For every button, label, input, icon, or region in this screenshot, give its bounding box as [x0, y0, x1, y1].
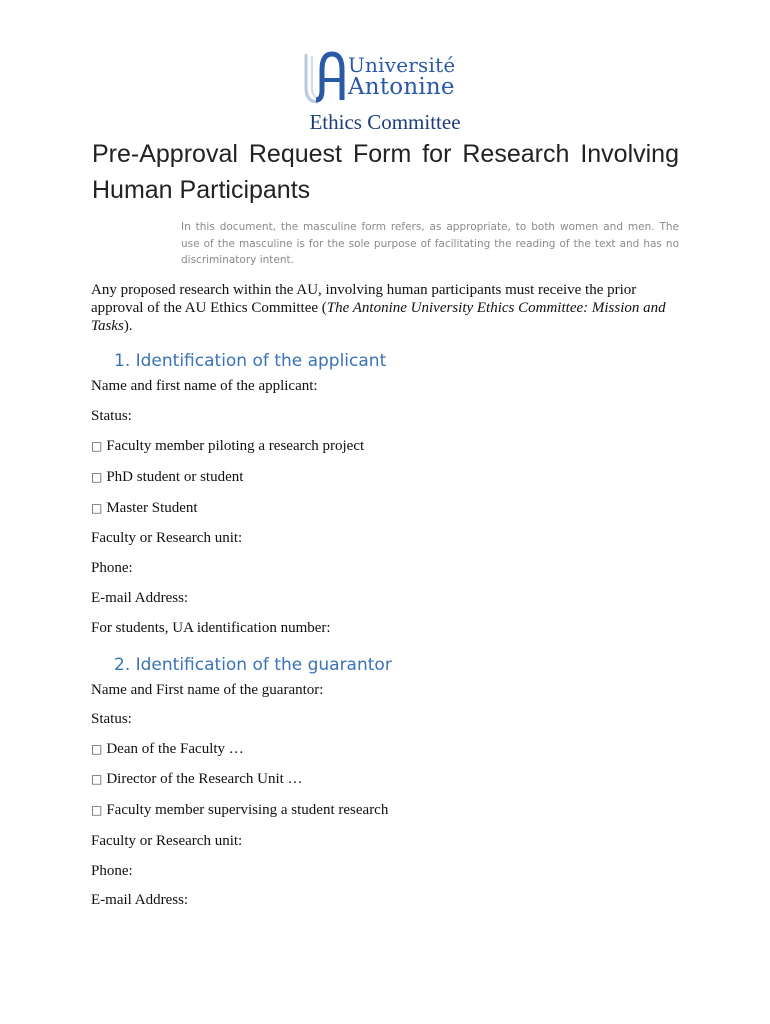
option-label: PhD student or student	[106, 469, 244, 485]
title-word: Pre-Approval	[92, 140, 238, 168]
applicant-name-field[interactable]: Name and first name of the applicant:	[91, 378, 318, 394]
page-title	[92, 136, 679, 208]
logo-wordmark	[348, 54, 455, 98]
applicant-faculty-field[interactable]: Faculty or Research unit:	[91, 530, 243, 546]
guarantor-phone-field[interactable]: Phone:	[91, 863, 133, 879]
title-word: Form	[352, 140, 412, 168]
title-line-2: Human Participants	[92, 176, 311, 204]
logo-line-1: Université	[348, 53, 456, 77]
intro-reference: The Antonine University Ethics Committee: Mission and Tasks	[91, 300, 666, 334]
gender-notice: In this document, the masculine form refers, as appropriate, to both women and men. The use of the masculine is for the sole purpose of facilitating the reading of the text and has no discriminatory intent.	[181, 221, 679, 266]
guarantor-email-field[interactable]: E-mail Address:	[91, 892, 189, 908]
section-heading-guarantor: 2. Identification of the guarantor	[114, 655, 392, 675]
title-word: Research	[462, 140, 570, 168]
option-master-student[interactable]	[91, 500, 198, 517]
option-label: Faculty member piloting a research project	[106, 438, 365, 454]
option-label: Director of the Research Unit …	[106, 771, 303, 787]
checkbox-icon[interactable]: □	[91, 742, 103, 756]
logo-line-2: Antonine	[348, 74, 455, 100]
checkbox-icon[interactable]: □	[91, 501, 103, 515]
option-label: Dean of the Faculty …	[106, 741, 244, 757]
option-director[interactable]	[91, 771, 303, 788]
title-word: Request	[248, 140, 342, 168]
option-supervisor[interactable]	[91, 802, 388, 819]
committee-name: Ethics Committee	[309, 110, 461, 134]
university-logo	[300, 50, 470, 106]
guarantor-status-label: Status:	[91, 711, 132, 727]
applicant-status-label: Status:	[91, 408, 132, 424]
option-label: Faculty member supervising a student research	[106, 802, 389, 818]
option-label: Master Student	[106, 500, 198, 516]
guarantor-faculty-field[interactable]: Faculty or Research unit:	[91, 833, 243, 849]
guarantor-name-field[interactable]: Name and First name of the guarantor:	[91, 682, 324, 698]
option-dean[interactable]	[91, 741, 244, 758]
title-word: Involving	[580, 140, 679, 168]
option-phd-student[interactable]	[91, 469, 243, 486]
applicant-phone-field[interactable]: Phone:	[91, 560, 133, 576]
option-faculty-member[interactable]	[91, 438, 364, 455]
checkbox-icon[interactable]: □	[91, 772, 103, 786]
checkbox-icon[interactable]: □	[91, 439, 103, 453]
applicant-email-field[interactable]: E-mail Address:	[91, 590, 189, 606]
title-line-1	[92, 136, 679, 172]
intro-text-end: ).	[123, 318, 133, 334]
checkbox-icon[interactable]: □	[91, 803, 103, 817]
intro-text: Any proposed research within the AU, involving human participants must receive the prior approval of the AU Ethics Committee (	[91, 282, 637, 316]
student-id-field[interactable]: For students, UA identification number:	[91, 620, 331, 636]
intro-paragraph	[91, 281, 681, 335]
ua-monogram-icon	[300, 50, 346, 106]
checkbox-icon[interactable]: □	[91, 470, 103, 484]
title-word: for	[422, 140, 452, 168]
section-heading-applicant: 1. Identification of the applicant	[114, 351, 387, 371]
